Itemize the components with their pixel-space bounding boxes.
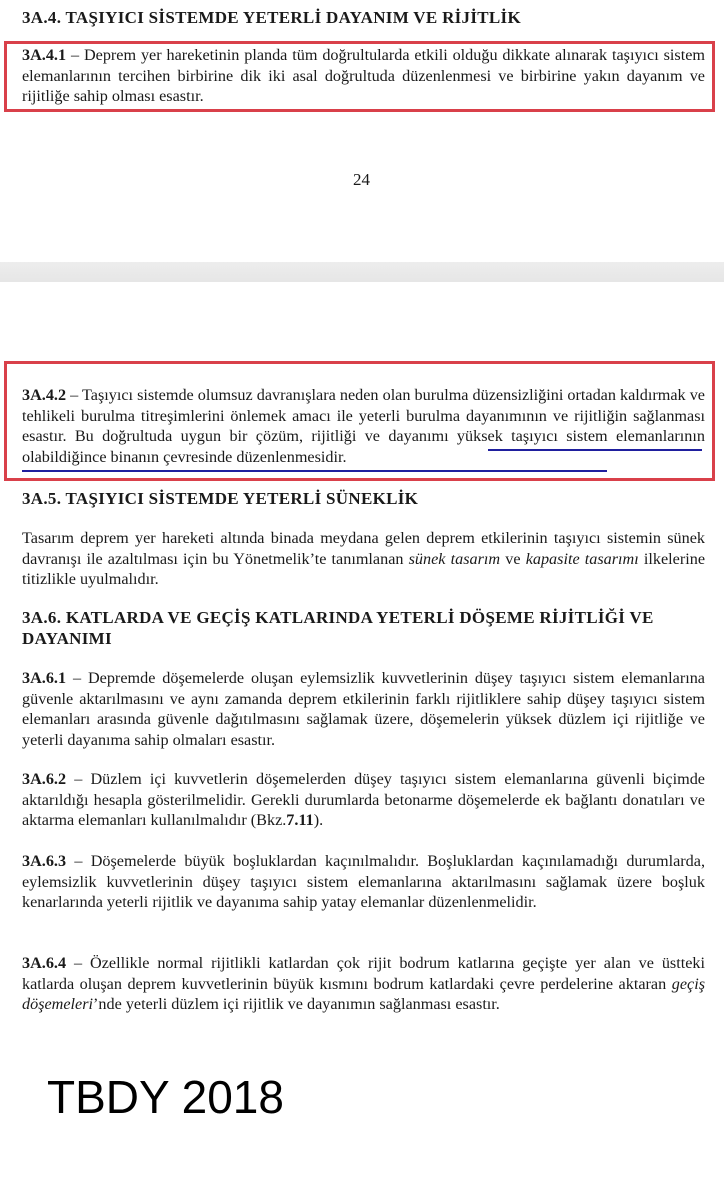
paragraph-number: 3A.6.3 <box>22 852 67 870</box>
paragraph-text: ’nde yeterli düzlem içi rijitlik ve dayanımın sağlanması esastır. <box>93 995 500 1013</box>
watermark-label: TBDY 2018 <box>47 1071 284 1123</box>
paragraph-number: 3A.6.2 <box>22 770 67 788</box>
italic-term: sünek tasarım <box>408 549 501 568</box>
reference-number: 7.11 <box>286 811 314 829</box>
paragraph-text: ). <box>313 811 324 829</box>
paragraph-text: – Özellikle normal rijitlikli katlardan çok rijit bodrum katlarına geçişte yer alan ve üstteki katlarda oluşan deprem kuvvetlerinin büyük kısmını bodrum katlardaki çevre perdelerine aktaran <box>22 954 705 993</box>
paragraph-text: ve <box>500 549 526 568</box>
italic-term: geçiş döşemeleri <box>22 974 705 1013</box>
paragraph-text: Tasarım deprem yer hareketi altında binada meydana gelen deprem etkilerinin taşıyıcı sistemin sünek davranışı ile azaltılması için bu Yönetmelik’te tanımlanan <box>22 529 705 568</box>
paragraph-text: ilkelerine titizlikle uyulmalıdır. <box>22 549 706 588</box>
paragraph-text: – Taşıyıcı sistemde olumsuz davranışlara neden olan burulma düzensizliğini ortadan kaldırmak ve tehlikeli burulma titreşimlerini önlemek amacı ile yeterli burulma dayanımının ve rijitliğin sağlanması esastır. Bu doğrultuda uygun bir çözüm, <box>22 386 705 445</box>
paragraph-number: 3A.6.1 <box>22 669 67 687</box>
section-heading-3a6: 3A.6. KATLARDA VE GEÇİŞ KATLARINDA YETERLİ DÖŞEME RİJİTLİĞİ VE DAYANIMI <box>22 608 654 648</box>
section-heading-3a4: 3A.4. TAŞIYICI SİSTEMDE YETERLİ DAYANIM VE RİJİTLİK <box>22 8 521 27</box>
paragraph-3a64 <box>22 953 705 1015</box>
paragraph-3a63 <box>22 851 705 913</box>
paragraph-3a5 <box>22 528 705 590</box>
paragraph-text: – Deprem yer hareketinin planda tüm doğrultularda etkili olduğu dikkate alınarak taşıyıcı sistem elemanlarının tercihen birbirine dik iki asal doğrultuda düzenlenmesi ve birbirine yakın dayanım ve rijitliğe sahip olması esastır. <box>22 46 705 105</box>
paragraph-text: – Döşemelerde büyük boşluklardan kaçınılmalıdır. Boşluklardan kaçınılamadığı durumlarda, eylemsizlik kuvvetlerinin düşey taşıyıcı sistem elemanlarına aktarılmasını sağlamak üzere boşluk kenarlarında yeterli rijitlik ve dayanıma sahip yatay elemanlar düzenlenmelidir. <box>22 852 705 911</box>
section-heading-3a5: 3A.5. TAŞIYICI SİSTEMDE YETERLİ SÜNEKLİK <box>22 489 419 508</box>
paragraph-3a41 <box>22 45 705 107</box>
underline-mark-1 <box>488 449 702 451</box>
underlined-text: rijitliği ve dayanımı yüksek taşıyıcı sistem elemanlarının olabildiğince binanın çevresinde düzenlenmesidir. <box>22 427 705 466</box>
paragraph-text: – Düzlem içi kuvvetlerin döşemelerden düşey taşıyıcı sistem elemanlarına güvenli biçimde aktarıldığı hesapla gösterilmelidir. Gerekli durumlarda betonarme döşemelerde ek bağlantı donatıları ve aktarma elemanları kullanılmalıdır (Bkz. <box>22 770 705 829</box>
paragraph-3a61 <box>22 668 705 750</box>
paragraph-text: – Depremde döşemelerde oluşan eylemsizlik kuvvetlerinin düşey taşıyıcı sistem elemanlarına güvenle aktarılmasını ve aynı zamanda deprem etkilerinin farklı rijitliklere sahip düşey taşıyıcı sistem elemanları arasında güvenle dağıtılmasını sağlamak üzere, döşemelerin yüksek düzlem içi rijitliğe ve yeterli dayanıma sahip olmaları esastır. <box>22 669 705 749</box>
page-number: 24 <box>353 170 370 189</box>
paragraph-number: 3A.4.1 <box>22 46 67 64</box>
page-divider <box>0 262 724 282</box>
italic-term: kapasite tasarımı <box>525 549 639 568</box>
paragraph-3a62 <box>22 769 705 831</box>
paragraph-number: 3A.4.2 <box>22 386 67 404</box>
paragraph-3a42 <box>22 385 705 467</box>
underline-mark-2 <box>22 470 607 472</box>
paragraph-number: 3A.6.4 <box>22 954 67 972</box>
